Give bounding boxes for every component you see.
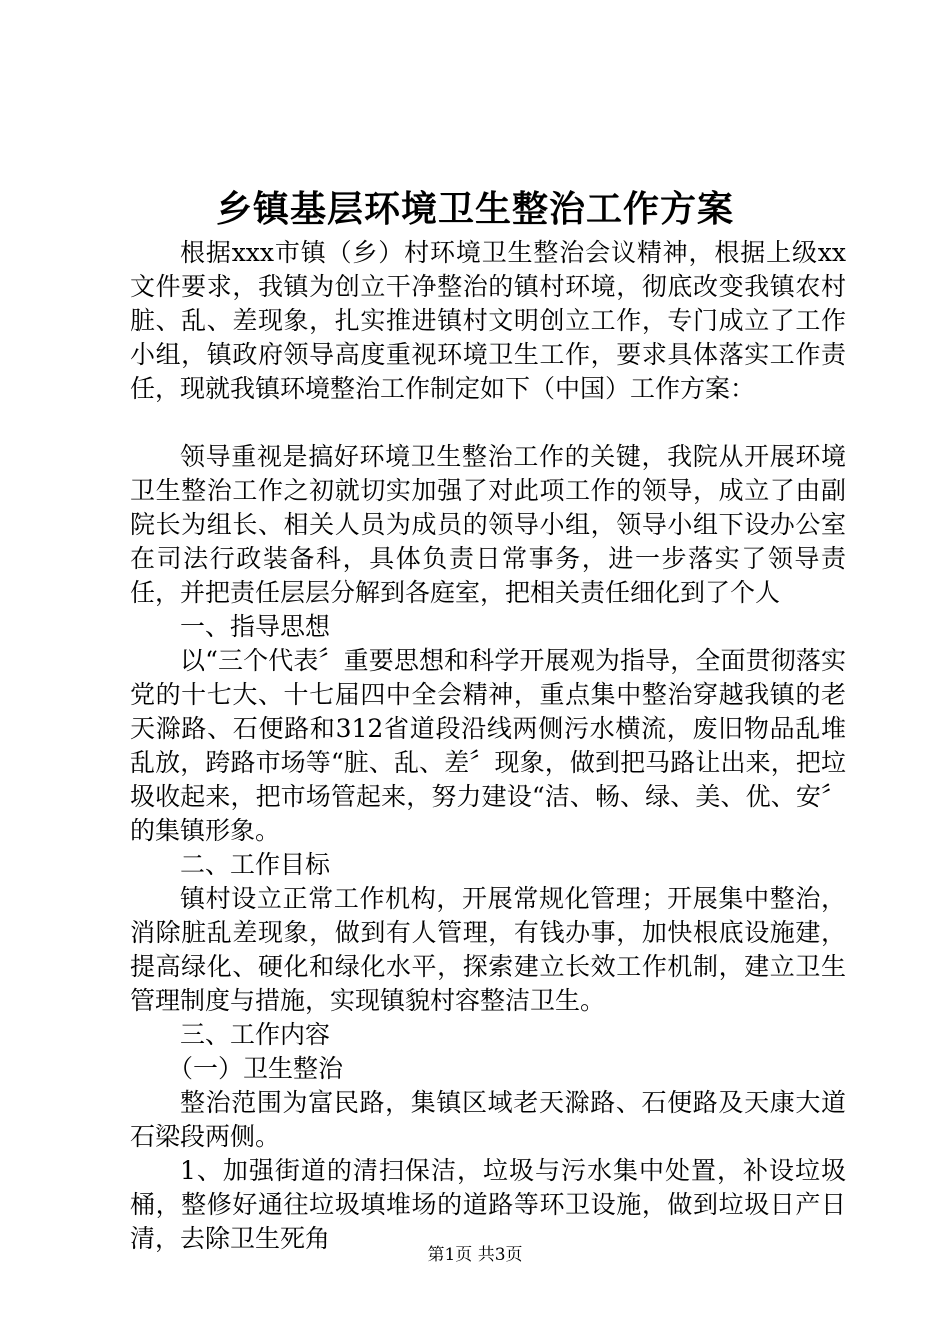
paragraph-gap (130, 406, 846, 440)
document-body (130, 236, 846, 1256)
guiding-paragraph: 以“三个代表〞重要思想和科学开展观为指导，全面贯彻落实党的十七大、十七届四中全会精神，重点集中整治穿越我镇的老天滁路、石便路和312省道段沿线两侧污水横流，废旧物品乱堆乱放，跨路市场等“脏、乱、差〞现象，做到把马路让出来，把垃圾收起来，把市场管起来，努力建设“洁、畅、绿、美、优、安〞的集镇形象。 (130, 646, 846, 845)
section-heading-content: 三、工作内容 (180, 1020, 331, 1049)
goals-paragraph: 镇村设立正常工作机构，开展常规化管理；开展集中整治，消除脏乱差现象，做到有人管理，有钱办事，加快根底设施建，提高绿化、硬化和绿化水平，探索建立长效工作机制，建立卫生管理制度与措施，实现镇貌村容整洁卫生。 (130, 884, 846, 1015)
document-title: 乡镇基层环境卫生整治工作方案 (215, 188, 734, 230)
item-1-paragraph: 1、加强街道的清扫保洁，垃圾与污水集中处置，补设垃圾桶，整修好通往垃圾填堆场的道路等环卫设施，做到垃圾日产日清，去除卫生死角 (130, 1156, 846, 1253)
page-footer: 第1页 共3页 (427, 1245, 523, 1265)
scope-paragraph: 整治范围为富民路，集镇区域老天滁路、石便路及天康大道石梁段两侧。 (130, 1088, 846, 1151)
subsection-heading-sanitation: （一）卫生整治 (168, 1054, 344, 1083)
section-heading-guiding: 一、指导思想 (180, 612, 331, 641)
section-heading-goals: 二、工作目标 (180, 850, 331, 879)
leadership-paragraph: 领导重视是搞好环境卫生整治工作的关键，我院从开展环境卫生整治工作之初就切实加强了对此项工作的领导，成立了由副院长为组长、相关人员为成员的领导小组，领导小组下设办公室在司法行政装备科，具体负责日常事务，进一步落实了领导责任，并把责任层层分解到各庭室，把相关责任细化到了个人 (130, 442, 846, 607)
intro-paragraph: 根据xxx市镇（乡）村环境卫生整治会议精神，根据上级xx文件要求，我镇为创立干净整治的镇村环境，彻底改变我镇农村脏、乱、差现象，扎实推进镇村文明创立工作，专门成立了工作小组，镇政府领导高度重视环境卫生工作，要求具体落实工作责任，现就我镇环境整治工作制定如下（中国）工作方案： (130, 238, 846, 403)
